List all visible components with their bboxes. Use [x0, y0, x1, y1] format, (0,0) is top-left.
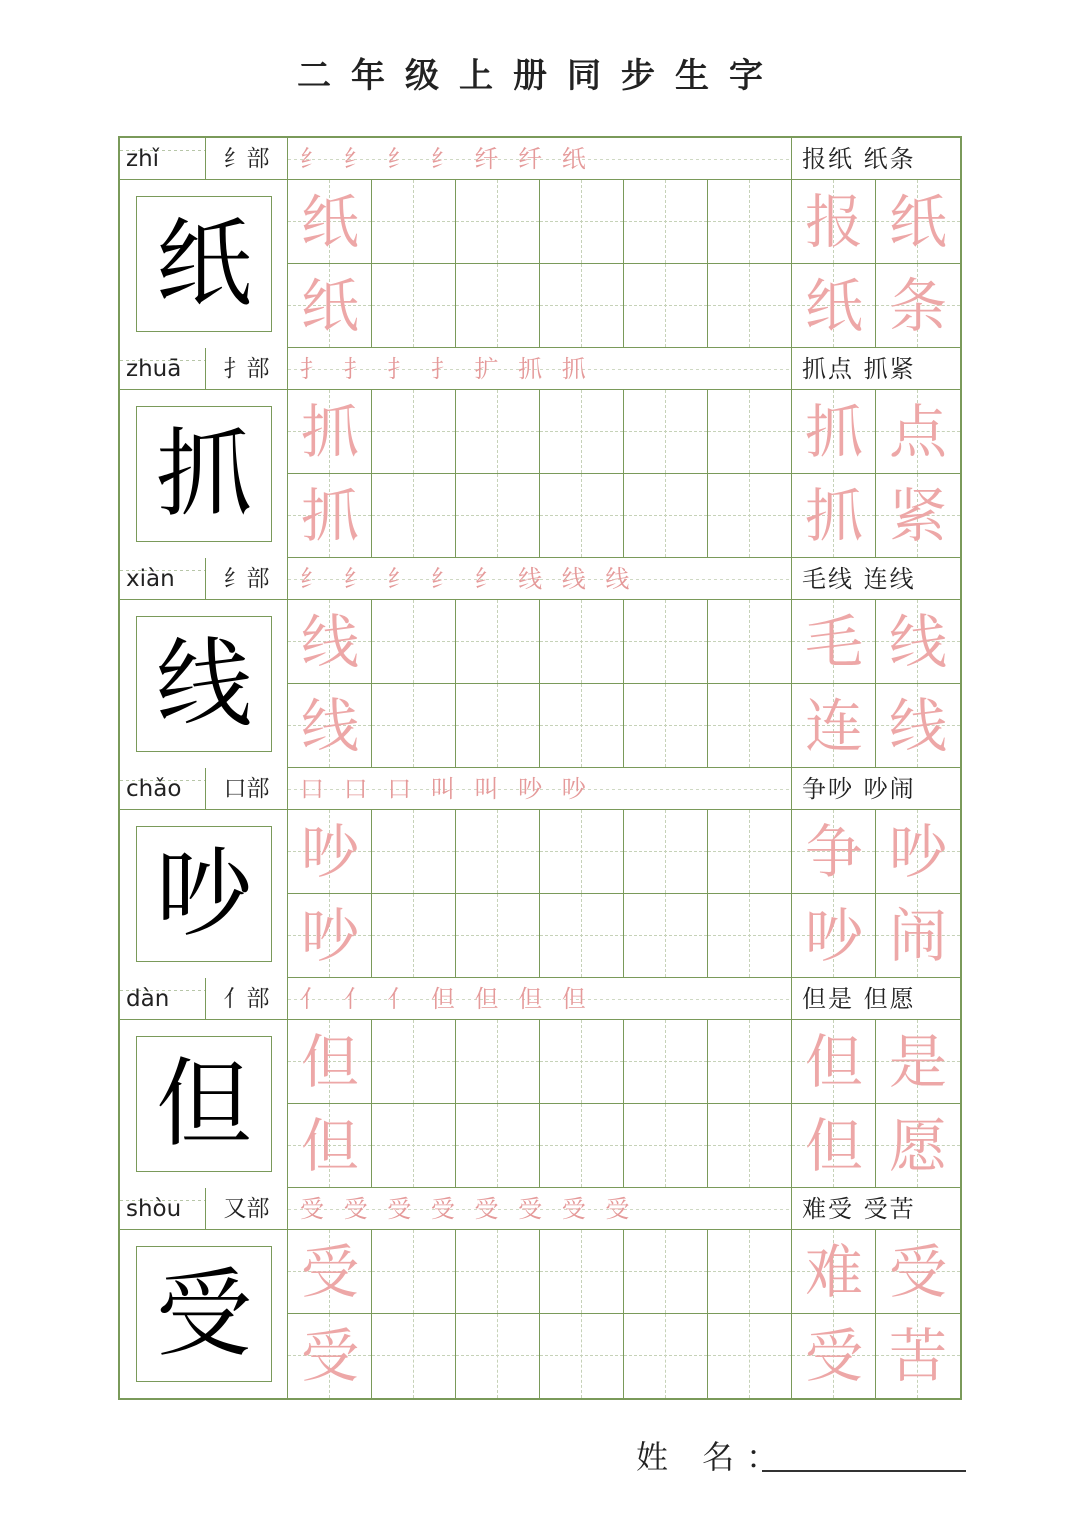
trace-character: 受	[300, 1322, 359, 1390]
practice-cell[interactable]	[456, 1020, 540, 1104]
practice-cell[interactable]	[792, 1314, 876, 1398]
model-character-cell	[120, 1020, 288, 1188]
trace-character: 纸	[300, 188, 359, 256]
practice-cell[interactable]	[708, 1020, 792, 1104]
practice-cell[interactable]	[624, 1104, 708, 1188]
model-character: 抓	[136, 406, 272, 542]
practice-cell[interactable]	[372, 1104, 456, 1188]
trace-character: 抓	[300, 482, 359, 550]
practice-cell[interactable]	[456, 1104, 540, 1188]
practice-cell[interactable]	[288, 1020, 372, 1104]
trace-character: 吵	[888, 818, 947, 886]
practice-cell[interactable]	[540, 684, 624, 768]
model-character-cell	[120, 810, 288, 978]
practice-grid	[288, 1020, 960, 1188]
trace-character: 抓	[804, 398, 863, 466]
practice-cell[interactable]	[288, 810, 372, 894]
practice-grid	[288, 810, 960, 978]
trace-character: 难	[804, 1238, 863, 1306]
practice-grid	[288, 1230, 960, 1398]
model-character-cell	[120, 390, 288, 558]
practice-cell[interactable]	[792, 810, 876, 894]
stroke-order: 口 口 口 叫 叫 吵 吵	[288, 768, 792, 810]
practice-cell[interactable]	[288, 474, 372, 558]
practice-cell[interactable]	[624, 390, 708, 474]
practice-cell[interactable]	[792, 180, 876, 264]
practice-cell[interactable]	[876, 390, 960, 474]
practice-cell[interactable]	[540, 1230, 624, 1314]
trace-character: 抓	[300, 398, 359, 466]
trace-character: 闹	[888, 902, 947, 970]
practice-cell[interactable]	[876, 894, 960, 978]
trace-character: 争	[804, 818, 863, 886]
practice-cell[interactable]	[876, 1104, 960, 1188]
block-header	[120, 978, 960, 1020]
practice-cell[interactable]	[456, 810, 540, 894]
practice-cell[interactable]	[540, 600, 624, 684]
pinyin-label: chǎo	[120, 768, 206, 810]
practice-cell[interactable]	[540, 810, 624, 894]
trace-character: 受	[300, 1238, 359, 1306]
practice-cell[interactable]	[288, 1314, 372, 1398]
practice-cell[interactable]	[708, 474, 792, 558]
practice-cell[interactable]	[456, 894, 540, 978]
practice-cell[interactable]	[540, 1020, 624, 1104]
trace-character: 吵	[804, 902, 863, 970]
practice-grid	[288, 600, 960, 768]
practice-cell[interactable]	[792, 894, 876, 978]
example-words: 抓点 抓紧	[802, 355, 916, 383]
practice-cell[interactable]	[288, 390, 372, 474]
practice-cell[interactable]	[624, 600, 708, 684]
trace-character: 但	[804, 1028, 863, 1096]
radical-label: 亻部	[206, 978, 288, 1020]
practice-cell[interactable]	[792, 1020, 876, 1104]
trace-character: 毛	[804, 608, 863, 676]
practice-cell[interactable]	[792, 600, 876, 684]
trace-character: 纸	[888, 188, 947, 256]
character-block	[120, 558, 960, 768]
practice-sheet	[118, 136, 962, 1400]
trace-character: 点	[888, 398, 947, 466]
pinyin-label: xiàn	[120, 558, 206, 600]
trace-character: 吵	[300, 902, 359, 970]
model-character: 线	[136, 616, 272, 752]
practice-cell[interactable]	[456, 264, 540, 348]
character-block	[120, 978, 960, 1188]
trace-character: 连	[804, 692, 863, 760]
stroke-order: 扌 扌 扌 扌 扩 抓 抓	[288, 348, 792, 390]
practice-cell[interactable]	[372, 1314, 456, 1398]
practice-cell[interactable]	[876, 810, 960, 894]
trace-character: 是	[888, 1028, 947, 1096]
pinyin-label: zhǐ	[120, 138, 206, 180]
practice-cell[interactable]	[792, 1230, 876, 1314]
character-block	[120, 1188, 960, 1398]
practice-cell[interactable]	[876, 1020, 960, 1104]
practice-cell[interactable]	[792, 684, 876, 768]
practice-cell[interactable]	[876, 474, 960, 558]
practice-cell[interactable]	[540, 180, 624, 264]
practice-cell[interactable]	[288, 1104, 372, 1188]
practice-cell[interactable]	[624, 810, 708, 894]
practice-cell[interactable]	[624, 264, 708, 348]
practice-cell[interactable]	[708, 1230, 792, 1314]
practice-cell[interactable]	[876, 264, 960, 348]
practice-cell[interactable]	[288, 600, 372, 684]
practice-cell[interactable]	[708, 810, 792, 894]
block-header	[120, 138, 960, 180]
practice-cell[interactable]	[708, 600, 792, 684]
trace-character: 苦	[888, 1322, 947, 1390]
page-title: 二年级上册同步生字	[297, 56, 783, 96]
practice-cell[interactable]	[372, 264, 456, 348]
trace-character: 但	[300, 1112, 359, 1180]
practice-cell[interactable]	[372, 894, 456, 978]
block-header	[120, 1188, 960, 1230]
radical-label: 又部	[206, 1188, 288, 1230]
practice-cell[interactable]	[288, 684, 372, 768]
name-line[interactable]	[762, 1470, 966, 1472]
practice-cell[interactable]	[876, 600, 960, 684]
example-words: 难受 受苦	[802, 1195, 916, 1223]
practice-cell[interactable]	[540, 474, 624, 558]
name-label: 姓 名：	[636, 1438, 791, 1476]
pinyin-label: shòu	[120, 1188, 206, 1230]
stroke-order: 亻 亻 亻 但 但 但 但	[288, 978, 792, 1020]
practice-cell[interactable]	[876, 1230, 960, 1314]
trace-character: 线	[300, 608, 359, 676]
practice-cell[interactable]	[288, 180, 372, 264]
trace-character: 愿	[888, 1112, 947, 1180]
trace-character: 纸	[300, 272, 359, 340]
practice-cell[interactable]	[708, 1104, 792, 1188]
character-block	[120, 768, 960, 978]
model-character: 吵	[136, 826, 272, 962]
model-character: 受	[136, 1246, 272, 1382]
character-block	[120, 348, 960, 558]
practice-cell[interactable]	[540, 1104, 624, 1188]
practice-cell[interactable]	[372, 180, 456, 264]
practice-cell[interactable]	[624, 894, 708, 978]
stroke-order: 纟 纟 纟 纟 纟 线 线 线	[288, 558, 792, 600]
practice-cell[interactable]	[540, 894, 624, 978]
stroke-order: 纟 纟 纟 纟 纤 纤 纸	[288, 138, 792, 180]
pinyin-label: dàn	[120, 978, 206, 1020]
practice-cell[interactable]	[624, 684, 708, 768]
practice-cell[interactable]	[792, 264, 876, 348]
practice-cell[interactable]	[372, 810, 456, 894]
practice-cell[interactable]	[708, 180, 792, 264]
practice-cell[interactable]	[792, 1104, 876, 1188]
radical-label: 纟部	[206, 138, 288, 180]
trace-character: 报	[804, 188, 863, 256]
trace-character: 吵	[300, 818, 359, 886]
radical-label: 纟部	[206, 558, 288, 600]
practice-cell[interactable]	[708, 390, 792, 474]
practice-cell[interactable]	[624, 180, 708, 264]
practice-cell[interactable]	[708, 264, 792, 348]
character-block	[120, 138, 960, 348]
practice-cell[interactable]	[792, 474, 876, 558]
example-words: 但是 但愿	[802, 985, 916, 1013]
practice-cell[interactable]	[372, 1020, 456, 1104]
practice-cell[interactable]	[708, 894, 792, 978]
radical-label: 口部	[206, 768, 288, 810]
example-words: 争吵 吵闹	[802, 775, 916, 803]
practice-cell[interactable]	[288, 1230, 372, 1314]
practice-grid	[288, 390, 960, 558]
practice-cell[interactable]	[372, 474, 456, 558]
model-character-cell	[120, 1230, 288, 1398]
practice-cell[interactable]	[456, 474, 540, 558]
trace-character: 受	[888, 1238, 947, 1306]
trace-character: 但	[300, 1028, 359, 1096]
practice-cell[interactable]	[624, 474, 708, 558]
radical-label: 扌部	[206, 348, 288, 390]
practice-cell[interactable]	[372, 390, 456, 474]
practice-cell[interactable]	[456, 390, 540, 474]
practice-cell[interactable]	[792, 390, 876, 474]
practice-cell[interactable]	[456, 180, 540, 264]
trace-character: 抓	[804, 482, 863, 550]
practice-cell[interactable]	[876, 1314, 960, 1398]
model-character-cell	[120, 180, 288, 348]
stroke-order: 受 受 受 受 受 受 受 受	[288, 1188, 792, 1230]
block-header	[120, 348, 960, 390]
pinyin-label: zhuā	[120, 348, 206, 390]
practice-cell[interactable]	[456, 1230, 540, 1314]
trace-character: 但	[804, 1112, 863, 1180]
example-words: 报纸 纸条	[802, 145, 916, 173]
practice-cell[interactable]	[456, 684, 540, 768]
trace-character: 条	[888, 272, 947, 340]
trace-character: 受	[804, 1322, 863, 1390]
practice-cell[interactable]	[372, 600, 456, 684]
practice-cell[interactable]	[540, 264, 624, 348]
practice-cell[interactable]	[288, 264, 372, 348]
practice-cell[interactable]	[372, 1230, 456, 1314]
practice-cell[interactable]	[624, 1230, 708, 1314]
model-character-cell	[120, 600, 288, 768]
practice-cell[interactable]	[876, 180, 960, 264]
practice-cell[interactable]	[372, 684, 456, 768]
trace-character: 紧	[888, 482, 947, 550]
practice-cell[interactable]	[540, 1314, 624, 1398]
practice-grid	[288, 180, 960, 348]
trace-character: 线	[888, 608, 947, 676]
trace-character: 线	[888, 692, 947, 760]
practice-cell[interactable]	[288, 894, 372, 978]
practice-cell[interactable]	[456, 600, 540, 684]
model-character: 但	[136, 1036, 272, 1172]
practice-cell[interactable]	[540, 390, 624, 474]
trace-character: 纸	[804, 272, 863, 340]
model-character: 纸	[136, 196, 272, 332]
practice-cell[interactable]	[456, 1314, 540, 1398]
practice-cell[interactable]	[708, 684, 792, 768]
block-header	[120, 558, 960, 600]
practice-cell[interactable]	[624, 1020, 708, 1104]
example-words: 毛线 连线	[802, 565, 916, 593]
practice-cell[interactable]	[708, 1314, 792, 1398]
block-header	[120, 768, 960, 810]
practice-cell[interactable]	[876, 684, 960, 768]
practice-cell[interactable]	[624, 1314, 708, 1398]
trace-character: 线	[300, 692, 359, 760]
